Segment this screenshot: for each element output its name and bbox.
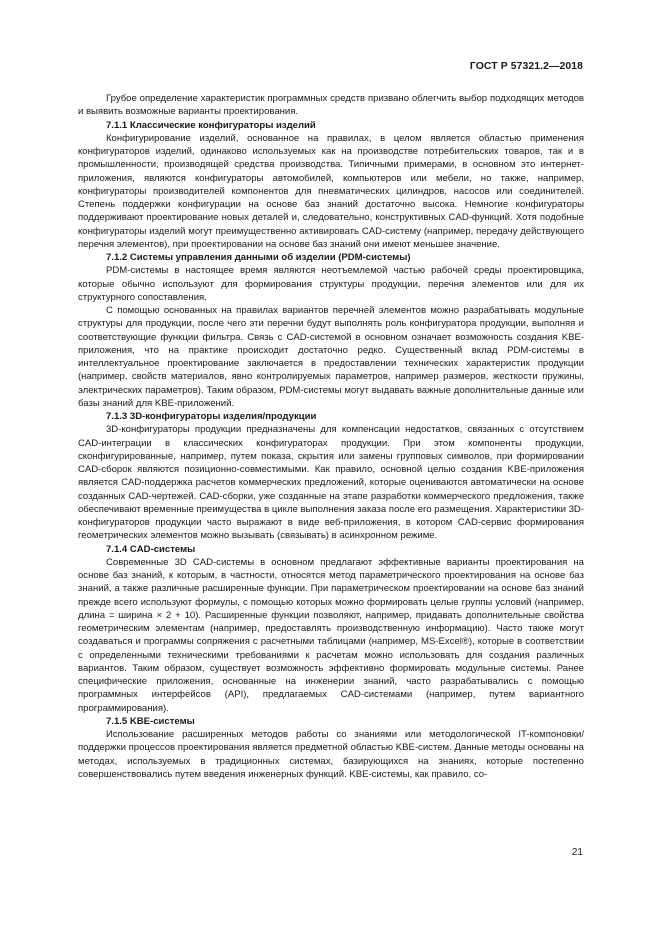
paragraph: С помощью основанных на правилах вариантов перечней элементов можно разрабатывать модульные структуры для продукции, после чего эти перечни будут выполнять роль конфигуратора продукции, выполняя и соответствующие функции фильтра. Связь с CAD-системой в основном означает возможность создания KBE-приложения, что на практике происходит достаточно редко. Существенный вклад PDM-системы в интеллектуальное проектирование заключается в предоставлении технических характеристик продукции (например, свойств материалов, явно контролируемых параметров, например размеров, жесткости пружины, электрических параметров). Таким образом, PDM-системы могут выдавать важные дополнительные данные или базы знаний для KBE-приложений. bbox=[78, 305, 584, 409]
paragraph: 3D-конфигураторы продукции предназначены для компенсации недостатков, связанных с отсутствием CAD-интеграции в классических конфигураторах продукции. При этом компоненты продукции, сконфигурированные, например, путем показа, скрытия или замены групповых символов, при формировании CAD-сборок являются позиционно-совместимыми. Как правило, основной целью создания KBE-приложения является CAD-поддержка расчетов коммерческих предложений, которые оцениваются автоматически на основе созданных CAD-чертежей. CAD-сборки, уже созданные на этапе разработки коммерческого предложения, также обеспечивают временные преимущества в цикле выполнения заказа после его размещения. Характеристики 3D-конфигураторов продукции часто выражают в виде веб-приложения, в котором CAD-сервис формирования геометрических элементов можно вызывать (связывать) в асинхронном режиме. bbox=[78, 424, 584, 542]
section-heading: 7.1.5 KBE-системы bbox=[106, 715, 195, 727]
section-heading: 7.1.1 Классические конфигураторы изделий bbox=[106, 119, 316, 131]
section-heading: 7.1.2 Системы управления данными об изделии (PDM-системы) bbox=[106, 252, 411, 263]
section-heading: 7.1.3 3D-конфигураторы изделия/продукции bbox=[106, 411, 317, 422]
paragraph: Конфигурирование изделий, основанное на правилах, в целом является областью применения конфигураторов изделий, одинаково используемых как на производстве потребительских товаров, так и в промышленности, производящей средства производства. Типичными примерами, в основном это интернет-приложения, являются конфигураторы автомобилей, компьютеров или мебели, но также, например, конфигураторы производителей компонентов для пневматических цилиндров, насосов или соединителей. Степень поддержки конфигурации на основе баз знаний достаточно высока. Немногие конфигураторы поддерживают проектирование новых деталей и, следовательно, конструктивных CAD-функций. Хотя подобные конфигураторы изделий могут преимущественно активировать CAD-систему (например, передачу действующего перечня элементов), при проектировании на основе баз знаний они имеют меньшее значение. bbox=[78, 132, 584, 250]
document-body bbox=[78, 92, 584, 781]
paragraph: Грубое определение характеристик программных средств призвано облегчить выбор подходящих методов и выявить возможные варианты проектирования. bbox=[78, 93, 584, 118]
paragraph: Использование расширенных методов работы со знаниями или методологической IT-компоновки/поддержки процессов проектирования является предметной областью KBE-систем. Данные методы основаны на методах, используемых в традиционных системах, базирующихся на знаниях, которые постепенно совершенствовались путем введения инженерных функций. KBE-системы, как правило, со- bbox=[78, 729, 584, 780]
section-heading: 7.1.4 CAD-системы bbox=[106, 543, 196, 555]
document-id: ГОСТ Р 57321.2—2018 bbox=[469, 61, 583, 72]
paragraph: Современные 3D CAD-системы в основном предлагают эффективные варианты проектирования на основе баз знаний, к которым, в частности, относятся метод параметрического проектирования на основе баз знаний, а также различные расширенные функции. При параметрическом проектировании на основе баз знаний прежде всего используют формулы, с помощью которых можно формировать целые группы условий (например, длина = ширина × 2 + 10). Расширенные функции позволяют, например, придавать дополнительные свойства геометрическим элементам (например, предоставлять производственную информацию). Часто также могут создаваться и программы сопряжения с расчетными таблицами (например, MS-Excel®), которые в соответствии с определенными техническими требованиями к расчетам можно использовать для создания различных вариантов. Таким образом, существует возможность эффективно формировать модульные системы. Ранее специфические приложения, основанные на инженерии знаний, часто разрабатывались с помощью программных интерфейсов (API), предлагаемых CAD-системами (например, путем вариантного программирования). bbox=[78, 556, 584, 714]
paragraph: PDM-системы в настоящее время являются неотъемлемой частью рабочей среды проектировщика, которые обычно используют для формирования структуры продукции, перечня элементов или для их структурного сопоставления. bbox=[78, 265, 584, 303]
page-number: 21 bbox=[571, 847, 583, 858]
